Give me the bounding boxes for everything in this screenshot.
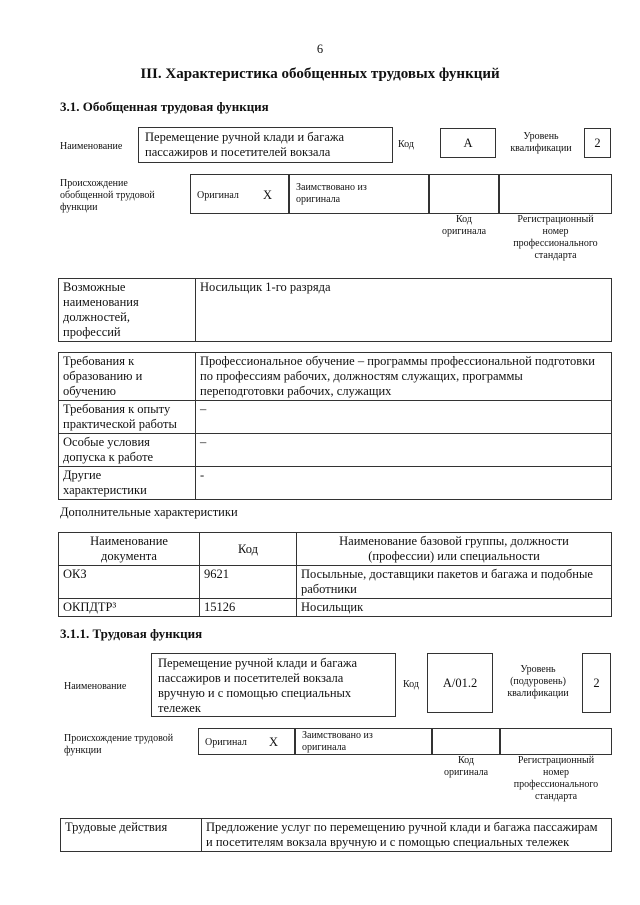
tf-name-value: Перемещение ручной клади и багажа пассажиров и посетителей вокзала вручную и с помощью специальных тележек xyxy=(151,653,396,717)
tf-code-value: А/01.2 xyxy=(427,653,493,713)
gtf-origin-code-label: Код оригинала xyxy=(441,214,487,237)
req-other-label: Другие характеристики xyxy=(59,467,196,500)
tf-reg-number-cell xyxy=(500,728,612,755)
gtf-heading: 3.1. Обобщенная трудовая функция xyxy=(60,99,269,114)
gtf-origin-label: Происхождение обобщенной трудовой функции xyxy=(60,178,155,213)
positions-table xyxy=(58,278,612,342)
tf-original-cell xyxy=(198,728,295,755)
gtf-level-label: Уровень квалификации xyxy=(510,131,572,154)
additional-row-code: 15126 xyxy=(200,599,297,617)
actions-value: Предложение услуг по перемещению ручной клади и багажа пассажирам и посетителям вокзала вручную и с помощью специальных тележек xyxy=(202,819,612,852)
tf-heading: 3.1.1. Трудовая функция xyxy=(60,626,203,641)
gtf-origin-code-cell xyxy=(429,174,499,214)
page-number: 6 xyxy=(316,42,324,56)
gtf-original-cell xyxy=(190,174,289,214)
req-conditions-label: Особые условия допуска к работе xyxy=(59,434,196,467)
tf-origin-code-cell xyxy=(432,728,500,755)
additional-row-code: 9621 xyxy=(200,566,297,599)
additional-row-doc: ОКЗ xyxy=(59,566,200,599)
gtf-name-label: Наименование xyxy=(60,141,123,152)
tf-name-label: Наименование xyxy=(64,681,127,692)
tf-level-value: 2 xyxy=(582,653,611,713)
gtf-reg-number-cell xyxy=(499,174,612,214)
gtf-code-value: А xyxy=(440,128,496,158)
additional-table xyxy=(58,532,612,617)
additional-row-name: Носильщик xyxy=(297,599,612,617)
req-experience-value: – xyxy=(196,401,612,434)
req-other-value: - xyxy=(196,467,612,500)
req-education-value: Профессиональное обучение – программы профессиональной подготовки по профессиям рабочих, должностям служащих, программы переподготовки рабочих, служащих xyxy=(196,353,612,401)
gtf-original-label: Оригинал xyxy=(197,190,239,201)
tf-borrowed-cell: Заимствовано из оригинала xyxy=(295,728,432,755)
additional-header-doc: Наименование документа xyxy=(59,533,200,566)
requirements-table xyxy=(58,352,612,500)
additional-header-code: Код xyxy=(200,533,297,566)
tf-origin-code-label: Код оригинала xyxy=(443,755,489,778)
gtf-borrowed-cell: Заимствовано из оригинала xyxy=(289,174,429,214)
tf-reg-number-label: Регистрационный номер профессионального стандарта xyxy=(513,755,599,802)
positions-value: Носильщик 1-го разряда xyxy=(196,279,612,342)
actions-table xyxy=(60,818,612,852)
tf-original-mark: X xyxy=(269,735,279,749)
req-education-label: Требования к образованию и обучению xyxy=(59,353,196,401)
additional-row-name: Посыльные, доставщики пакетов и багажа и подобные работники xyxy=(297,566,612,599)
tf-level-label: Уровень (подуровень) квалификации xyxy=(507,664,569,699)
req-conditions-value: – xyxy=(196,434,612,467)
gtf-original-mark: X xyxy=(263,188,273,202)
actions-label: Трудовые действия xyxy=(61,819,202,852)
req-experience-label: Требования к опыту практической работы xyxy=(59,401,196,434)
additional-header-name: Наименование базовой группы, должности (профессии) или специальности xyxy=(297,533,612,566)
additional-row-doc: ОКПДТР³ xyxy=(59,599,200,617)
gtf-code-label: Код xyxy=(398,139,414,150)
gtf-level-value: 2 xyxy=(584,128,611,158)
section-title: III. Характеристика обобщенных трудовых функций xyxy=(140,66,500,82)
gtf-name-value: Перемещение ручной клади и багажа пассажиров и посетителей вокзала xyxy=(138,127,393,163)
additional-heading: Дополнительные характеристики xyxy=(60,505,238,519)
tf-code-label: Код xyxy=(403,679,419,690)
gtf-reg-number-label: Регистрационный номер профессионального стандарта xyxy=(513,214,598,261)
positions-label: Возможные наименования должностей, профессий xyxy=(59,279,196,342)
tf-original-label: Оригинал xyxy=(205,737,247,748)
tf-origin-label: Происхождение трудовой функции xyxy=(64,733,174,756)
